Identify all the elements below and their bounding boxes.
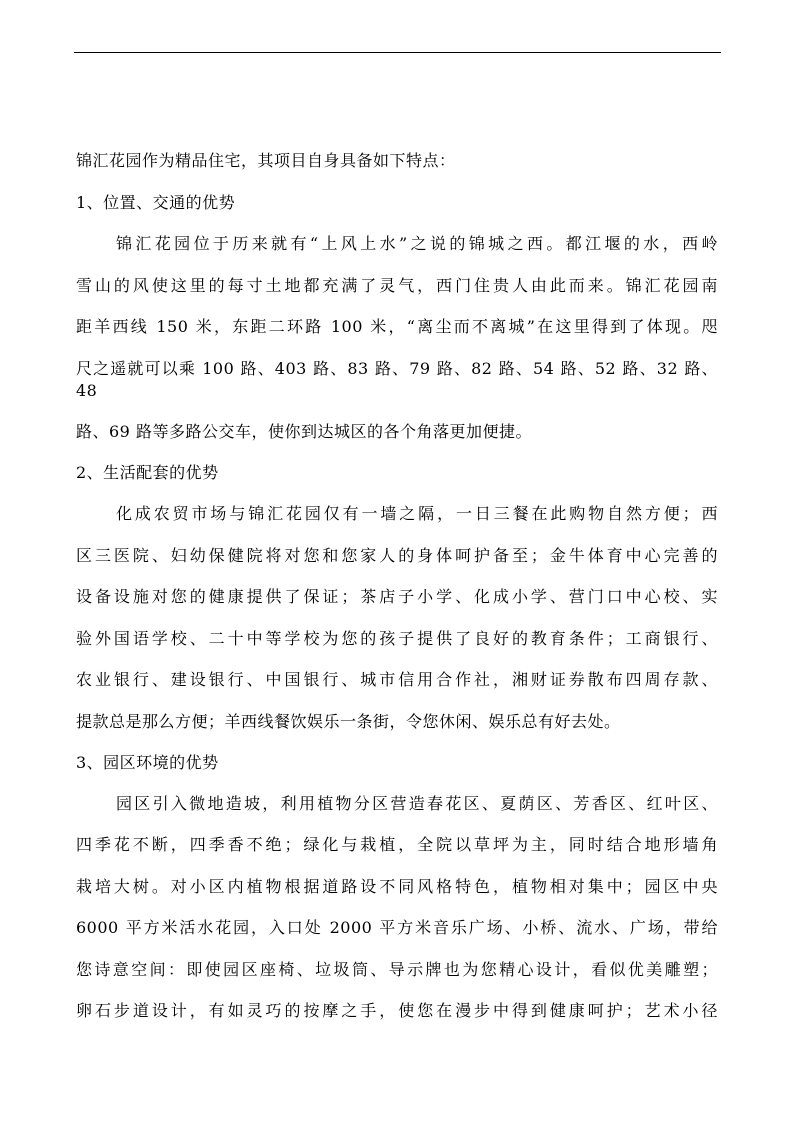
paragraph-line: 6000 平方米活水花园，入口处 2000 平方米音乐广场、小桥、流水、广场，带给 (76, 918, 718, 937)
section-heading-amenities: 2、生活配套的优势 (76, 463, 219, 482)
paragraph-line: 四季花不断，四季香不绝；绿化与栽植，全院以草坪为主，同时结合地形墙角 (76, 835, 718, 854)
section-paragraph-location (76, 233, 718, 443)
document-body (76, 150, 718, 1041)
paragraph-line: 提款总是那么方便；羊西线餐饮娱乐一条街，令您休闲、娱乐总有好去处。 (76, 711, 621, 731)
section-paragraph-environment (76, 793, 718, 1023)
header-rule (74, 52, 721, 53)
paragraph-line: 化成农贸市场与锦汇花园仅有一墙之隔，一日三餐在此购物自然方便；西 (116, 504, 718, 523)
intro-text: 锦汇花园作为精品住宅，其项目自身具备如下特点： (76, 151, 456, 170)
paragraph-line: 园区引入微地造坡，利用植物分区营造春花区、夏荫区、芳香区、红叶区、 (116, 793, 718, 813)
section-heading-environment: 3、园区环境的优势 (76, 752, 219, 772)
paragraph-line: 雪山的风使这里的每寸土地都充满了灵气，西门住贵人由此而来。锦汇花园南 (76, 275, 718, 295)
paragraph-line: 锦汇花园位于历来就有“上风上水”之说的锦城之西。都江堰的水，西岭 (116, 234, 718, 253)
section-paragraph-amenities (76, 503, 718, 733)
paragraph-line: 您诗意空间：即使园区座椅、垃圾筒、导示牌也为您精心设计，看似优美雕塑； (76, 959, 718, 979)
paragraph-line: 栽培大树。对小区内植物根据道路设不同风格特色，植物相对集中；园区中央 (76, 876, 718, 896)
paragraph-line: 农业银行、建设银行、中国银行、城市信用合作社，湘财证券散布四周存款、 (76, 670, 718, 689)
paragraph-line: 尺之遥就可以乘 100 路、403 路、83 路、79 路、82 路、54 路、52 路、32 路、48 (76, 358, 718, 400)
paragraph-line: 区三医院、妇幼保健院将对您和您家人的身体呵护备至；金牛体育中心完善的 (76, 545, 718, 565)
paragraph-line: 验外国语学校、二十中等学校为您的孩子提供了良好的教育条件；工商银行、 (76, 628, 718, 648)
section-heading-location: 1、位置、交通的优势 (76, 193, 236, 212)
paragraph-line: 路、69 路等多路公交车，使你到达城区的各个角落更加便捷。 (76, 422, 532, 441)
paragraph-line: 设备设施对您的健康提供了保证；茶店子小学、化成小学、营门口中心校、实 (76, 587, 718, 606)
paragraph-line: 卵石步道设计，有如灵巧的按摩之手，使您在漫步中得到健康呵护；艺术小径 (76, 1001, 718, 1020)
paragraph-line: 距羊西线 150 米，东距二环路 100 米，“离尘而不离城”在这里得到了体现。咫 (76, 317, 718, 336)
